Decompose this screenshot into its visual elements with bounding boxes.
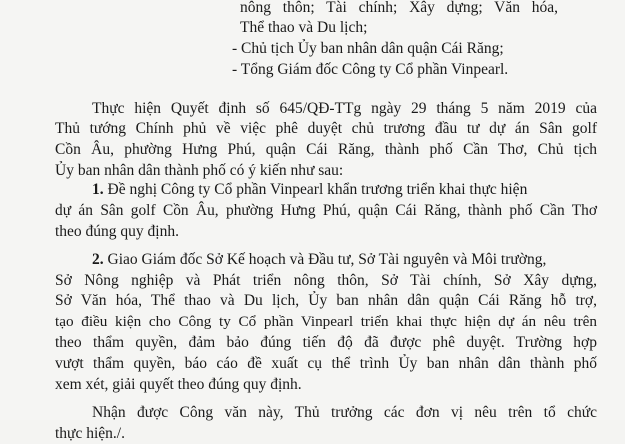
- item-2-line: [92, 250, 597, 270]
- item-1-line: [92, 180, 597, 200]
- recipients-line: nông thôn; Tài chính; Xây dựng; Văn hóa,: [240, 0, 558, 16]
- item-2-line: Sở Văn hóa, Thể thao và Du lịch, Ủy ban nhân dân quận Cái Răng hỗ trợ,: [55, 292, 597, 309]
- item-2-number: 2.: [92, 251, 104, 268]
- item-2-line: vượt thẩm quyền, báo cáo đề xuất cụ thể trình Ủy ban nhân dân thành phố: [55, 355, 597, 372]
- intro-line: Thực hiện Quyết định số 645/QĐ-TTg ngày 29 tháng 5 năm 2019 của: [92, 100, 597, 117]
- recipients-line: - Chủ tịch Ủy ban nhân dân quận Cái Răng;: [232, 40, 504, 57]
- recipients-line: - Tổng Giám đốc Công ty Cổ phần Vinpearl.: [232, 61, 509, 78]
- closing-line: thực hiện./.: [55, 425, 125, 442]
- item-2-line: theo thẩm quyền, đảm bảo đúng tiến độ đã được phê duyệt. Trường hợp: [55, 334, 597, 351]
- item-1-line: theo đúng quy định.: [55, 223, 179, 240]
- item-1-line: dự án Sân golf Cồn Âu, phường Hưng Phú, quận Cái Răng, thành phố Cần Thơ: [55, 202, 597, 219]
- intro-line: Thủ tướng Chính phủ về việc phê duyệt chủ trương đầu tư dự án Sân golf: [55, 120, 597, 137]
- item-2-line: Sở Nông nghiệp và Phát triển nông thôn, Sở Tài chính, Sở Xây dựng,: [55, 272, 597, 289]
- item-1-number: 1.: [92, 181, 104, 198]
- recipients-line: Thể thao và Du lịch;: [240, 19, 368, 36]
- item-2-line: xem xét, giải quyết theo đúng quy định.: [55, 376, 302, 393]
- item-2-text: Giao Giám đốc Sở Kế hoạch và Đầu tư, Sở Tài nguyên và Môi trường,: [107, 251, 547, 268]
- item-1-text: Đề nghị Công ty Cổ phần Vinpearl khẩn trương triển khai thực hiện: [107, 181, 528, 198]
- intro-line: Cồn Âu, phường Hưng Phú, quận Cái Răng, thành phố Cần Thơ, Chủ tịch: [55, 141, 597, 158]
- item-2-line: tạo điều kiện cho Công ty Cổ phần Vinpearl triển khai thực hiện dự án nêu trên: [55, 313, 597, 330]
- intro-line: Ủy ban nhân dân thành phố có ý kiến như sau:: [55, 162, 344, 179]
- closing-line: Nhận được Công văn này, Thủ trưởng các đơn vị nêu trên tổ chức: [92, 404, 597, 421]
